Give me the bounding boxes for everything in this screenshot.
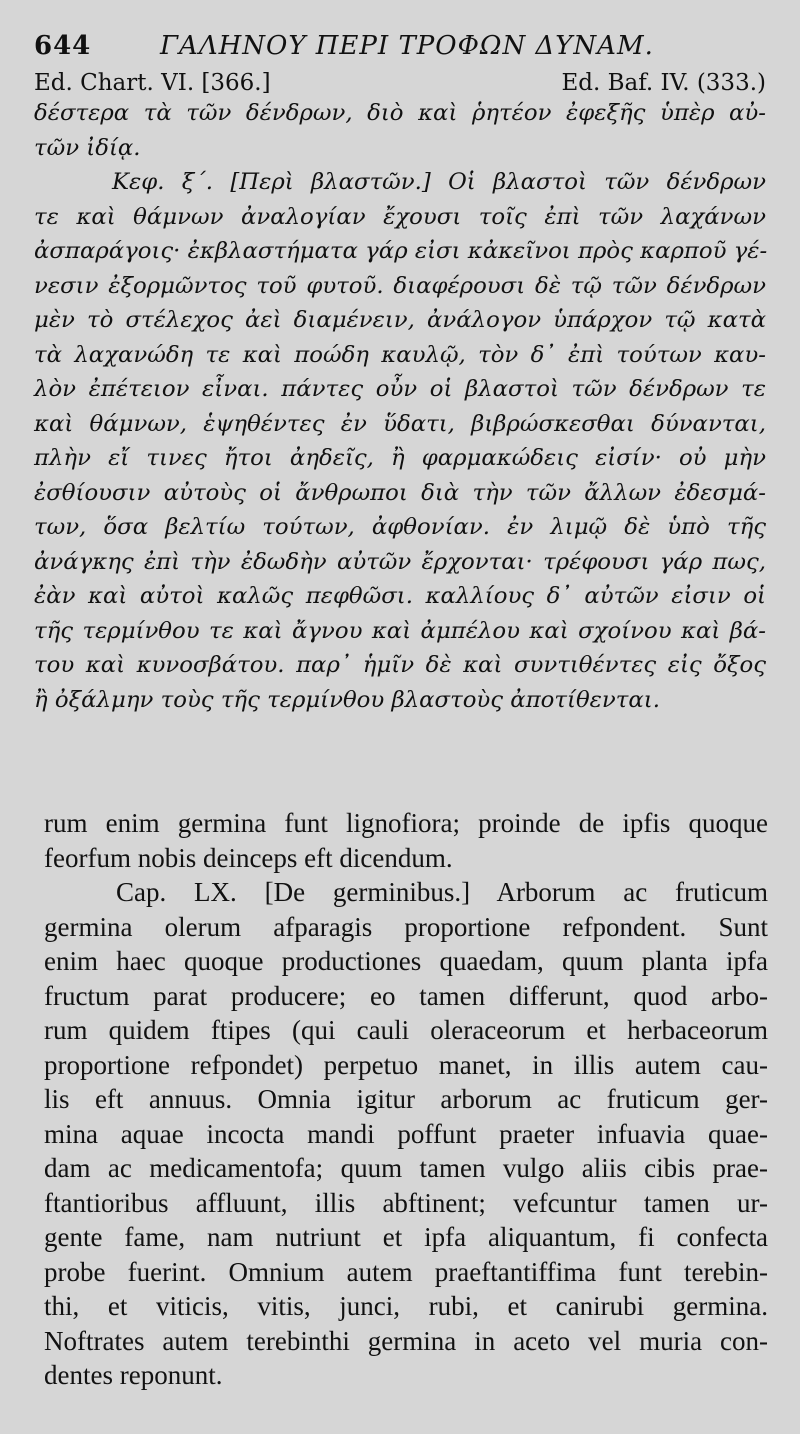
greek-line: ἐσθίουσιν αὐτοὺς οἱ ἄνθρωποι διὰ τὴν τῶν ἄλλων ἐδεσμά- — [34, 479, 766, 506]
greek-chapter-heading: Κεφ. ξ΄. [Περὶ βλαστῶν.] Οἱ βλαστοὶ τῶν δένδρων — [112, 169, 766, 195]
latin-chapter-heading: Cap. LX. [De germinibus.] Arborum ac fruticum — [116, 877, 768, 907]
latin-line: proportione refpondet) perpetuo manet, in illis autem cau- — [44, 1049, 768, 1080]
latin-line: rum quidem ftipes (qui cauli oleraceorum et herbaceorum — [44, 1015, 768, 1045]
greek-line: ἢ ὀξάλμην τοὺς τῆς τερμίνθου βλαστοὺς ἀποτίθενται. — [34, 686, 660, 713]
edition-ref-left: Ed. Chart. VI. [366.] — [34, 70, 271, 96]
latin-line: germina olerum afparagis proportione refpondent. Sunt — [44, 911, 768, 942]
latin-line: enim haec quoque productiones quaedam, quum planta ipfa — [44, 946, 768, 976]
greek-text — [34, 96, 766, 717]
latin-line: thi, et viticis, vitis, junci, rubi, et canirubi germina. — [44, 1291, 768, 1321]
greek-line: δέστερα τὰ τῶν δένδρων, διὸ καὶ ῥητέον ἐφεξῆς ὑπὲρ αὐ- — [34, 100, 766, 126]
greek-line: ἀσπαράγοις· ἐκβλαστήματα γάρ εἰσι κἀκεῖνοι πρὸς καρποῦ γέ- — [34, 238, 768, 264]
latin-line: Noftrates autem terebinthi germina in aceto vel muria con- — [44, 1325, 768, 1356]
greek-line: μὲν τὸ στέλεχος ἀεὶ διαμένειν, ἀνάλογον ὑπάρχον τῷ κατὰ — [34, 307, 766, 333]
greek-line: καὶ θάμνων, ἑψηθέντες ἐν ὕδατι, βιβρώσκεσθαι δύνανται, — [34, 410, 766, 437]
latin-line: rum enim germina funt lignofiora; proinde de ipfis quoque — [44, 808, 768, 838]
latin-line: gente fame, nam nutriunt et ipfa aliquantum, fi confecta — [44, 1222, 768, 1252]
latin-line: ftantioribus affluunt, illis abftinent; vefcuntur tamen ur- — [44, 1187, 768, 1218]
greek-line: λὸν ἐπέτειον εἶναι. πάντες οὖν οἱ βλαστοὶ τῶν δένδρων τε — [34, 376, 766, 402]
latin-line: probe fuerint. Omnium autem praeftantiffima funt terebin- — [44, 1256, 768, 1287]
latin-line: dam ac medicamentofa; quum tamen vulgo aliis cibis prae- — [44, 1153, 768, 1183]
latin-line: feorfum nobis deinceps eft dicendum. — [44, 842, 453, 873]
greek-line: τῆς τερμίνθου τε καὶ ἄγνου καὶ ἀμπέλου καὶ σχοίνου καὶ βά- — [34, 617, 766, 644]
latin-line: dentes reponunt. — [44, 1360, 223, 1390]
greek-line: τῶν ἰδίᾳ. — [34, 134, 141, 161]
greek-line: του καὶ κυνοσβάτου. παρ᾽ ἡμῖν δὲ καὶ συντιθέντες εἰς ὄξος — [34, 652, 766, 678]
latin-line: mina aquae incocta mandi poffunt praeter infuavia quae- — [44, 1118, 768, 1149]
greek-line: πλὴν εἴ τινες ἤτοι ἀηδεῖς, ἢ φαρμακώδεις εἰσίν· οὐ μὴν — [34, 445, 766, 471]
greek-line: ἐὰν καὶ αὐτοὶ καλῶς πεφθῶσι. καλλίους δ᾽ αὐτῶν εἰσιν οἱ — [34, 583, 766, 609]
running-title: ΓΑΛΗΝΟΥ ΠΕΡΙ ΤΡΟΦΩΝ ΔΥΝΑΜ. — [160, 31, 654, 61]
edition-ref-right: Ed. Baf. IV. (333.) — [561, 70, 766, 96]
greek-line: τε καὶ θάμνων ἀναλογίαν ἔχουσι τοῖς ἐπὶ τῶν λαχάνων — [34, 203, 766, 230]
latin-line: fructum parat producere; eo tamen differunt, quod arbo- — [44, 980, 768, 1011]
edition-references — [34, 68, 766, 98]
greek-line: ἀνάγκης ἐπὶ τὴν ἐδωδὴν αὐτῶν ἔρχονται· τρέφουσι γάρ πως, — [34, 548, 766, 575]
page-header — [34, 28, 774, 64]
greek-line: νεσιν ἐξορμῶντος τοῦ φυτοῦ. διαφέρουσι δὲ τῷ τῶν δένδρων — [34, 272, 766, 299]
page-number: 644 — [34, 31, 92, 61]
greek-line: των, ὅσα βελτίω τούτων, ἀφθονίαν. ἐν λιμῷ δὲ ὑπὸ τῆς — [34, 514, 766, 540]
latin-line: lis eft annuus. Omnia igitur arborum ac fruticum ger- — [44, 1084, 768, 1114]
latin-text — [44, 806, 768, 1393]
greek-line: τὰ λαχανώδη τε καὶ ποώδη καυλῷ, τὸν δ᾽ ἐπὶ τούτων καυ- — [34, 341, 766, 368]
